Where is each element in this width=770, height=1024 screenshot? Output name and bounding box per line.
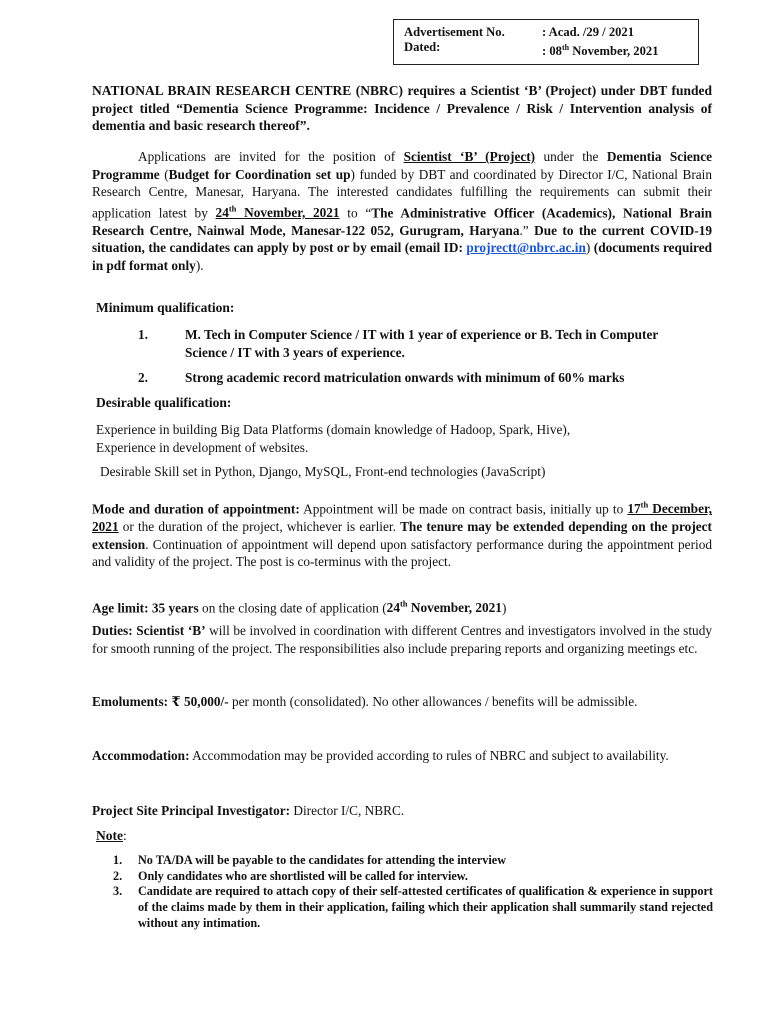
advertisement-date-row: [404, 40, 698, 59]
note-list: [113, 853, 713, 932]
desirable-skills: Desirable Skill set in Python, Django, MySQL, Front-end technologies (JavaScript): [100, 464, 546, 479]
mode-paragraph: Mode and duration of appointment: Appointment will be made on contract basis, initially up to 17th December, 2021 or the duration of the project, whichever is earlier. The tenure may be extended depending on the project extension. Continuation of appointment will depend upon satisfactory performance during the appointment period and validity of the project. The post is co-terminus with the project.: [92, 500, 712, 570]
accommodation-paragraph: Accommodation: Accommodation may be provided according to rules of NBRC and subject to availability.: [92, 748, 669, 763]
qualification-item: 2. Strong academic record matriculation onwards with minimum of 60% marks: [138, 370, 625, 385]
advertisement-number-row: [404, 25, 698, 40]
email-link[interactable]: projrectt@nbrc.ac.in: [466, 240, 586, 256]
advertisement-date-value: : 08th November, 2021: [542, 43, 659, 59]
duties-paragraph: Duties: Scientist ‘B’ will be involved in coordination with different Centres and investigators involved in the study for smooth running of the project. The responsibilities also include preparing reports and organizing meetings etc.: [92, 623, 712, 656]
applications-paragraph: Applications are invited for the position of Scientist ‘B’ (Project) under the Dementia Science Programme (Budget for Coordination set up) funded by DBT and coordinated by Director I/C, National Brain Research Centre, Manesar, Haryana. The interested candidates fulfilling the requirements can submit their application latest by 24th November, 2021 to “The Administrative Officer (Academics), National Brain Research Centre, Nainwal Mode, Manesar-122 052, Gurugram, Haryana.” Due to the current COVID-19 situation, the candidates can apply by post or by email (email ID: projrectt@nbrc.ac.in) (documents required in pdf format only).: [92, 149, 713, 273]
note-item: 3. Candidate are required to attach copy of their self-attested certificates of qualification & experience in support of the claims made by them in their application, failing which their application shall summarily stand rejected without any intimation.: [113, 884, 713, 930]
note-item: 1. No TA/DA will be payable to the candidates for attending the interview: [113, 853, 506, 867]
advertisement-box: [393, 19, 699, 65]
desirable-experience: Experience in building Big Data Platforms (domain knowledge of Hadoop, Spark, Hive), Experience in development of websites.: [96, 422, 571, 455]
desirable-qualification-title: Desirable qualification:: [96, 395, 232, 410]
advertisement-number-value: : Acad. /29 / 2021: [542, 25, 635, 39]
principal-investigator: Project Site Principal Investigator: Director I/C, NBRC.: [92, 803, 405, 818]
minimum-qualification-title: Minimum qualification:: [96, 300, 235, 315]
advertisement-number-label: Advertisement No.: [404, 25, 505, 39]
page-heading: NATIONAL BRAIN RESEARCH CENTRE (NBRC) requires a Scientist ‘B’ (Project) under DBT funded project titled “Dementia Science Programme: Incidence / Prevalence / Risk / Intervention analysis of dementia and basic research thereof”.: [92, 83, 712, 133]
note-title: Note:: [96, 828, 127, 843]
advertisement-date-label: Dated:: [404, 40, 441, 54]
age-limit: Age limit: 35 years on the closing date of application (24th November, 2021): [92, 599, 507, 616]
emoluments-paragraph: Emoluments: ₹ 50,000/- per month (consolidated). No other allowances / benefits will be admissible.: [92, 694, 638, 709]
note-item: 2. Only candidates who are shortlisted will be called for interview.: [113, 868, 468, 883]
qualification-item: 1. M. Tech in Computer Science / IT with 1 year of experience or B. Tech in Computer Science / IT with 3 years of experience.: [138, 327, 659, 360]
